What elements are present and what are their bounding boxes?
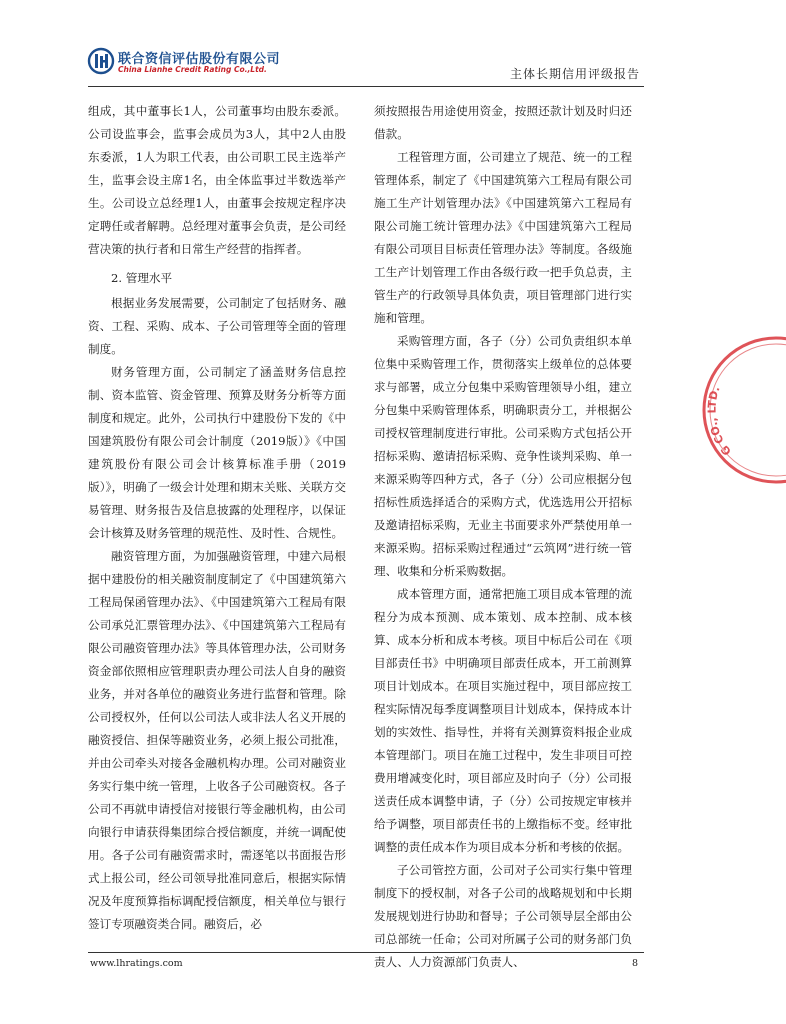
section-heading: 2. 管理水平 [111,271,173,285]
paragraph: 融资管理方面，为加强融资管理，中建六局根据中建股份的相关融资制度制定了《中国建筑第六工程局保函管理办法》、《中国建筑第六工程局有限公司承兑汇票管理办法》、《中国建筑第六工程局有限公司融资管理办法》等具体管理办法，公司财务资金部依照相应管理职责办理公司法人自身的融资业务，并对各单位的融资业务进行监督和管理。除公司授权外，任何以公司法人或非法人名义开展的融资授信、担保等融资业务，必须上报公司批准，并由公司牵头对接各金融机构办理。公司对融资业务实行集中统一管理，上收各子公司融资权。各子公司不再就申请授信对接银行等金融机构，由公司向银行申请获得集团综合授信额度，并统一调配使用。各子公司有融资需求时，需逐笔以书面报告形式上报公司，经公司领导批准同意后，根据实际情况及年度预算指标调配授信额度，相关单位与银行签订专项融资类合同。融资后，必 [88,549,346,931]
page-number: 8 [631,958,638,969]
seal-text: G CO., LTD. [705,384,734,458]
paragraph: 成本管理方面，通常把施工项目成本管理的流程分为成本预测、成本策划、成本控制、成本核算、成本分析和成本考核。项目中标后公司在《项目部责任书》中明确项目部责任成本，开工前测算项目计划成本。在项目实施过程中，项目部应按工程实际情况每季度调整项目计划成本，保持成本计划的实效性、指导性，并将有关测算资料报企业成本管理部门。项目在施工过程中，发生非项目可控费用增减变化时，项目部应及时向子（分）公司报送责任成本调整申请，子（分）公司按规定审核并给予调整，项目部责任书的上缴指标不变。经审批调整的责任成本作为项目成本分析和考核的依据。 [374,587,632,854]
report-title: 主体长期信用评级报告 [509,67,640,81]
paragraph: 须按照报告用途使用资金，按照还款计划及时归还借款。 [374,104,632,141]
footer-url: www.lhratings.com [90,958,183,969]
paragraph: 组成，其中董事长1人，公司董事均由股东委派。公司设监事会，监事会成员为3人，其中2人由股东委派，1人为职工代表，由公司职工民主选举产生，监事会设主席1名，由全体监事过半数选举产生。公司设立总经理1人，由董事会按规定程序决定聘任或者解聘。总经理对董事会负责，是公司经营决策的执行者和日常生产经营的指挥者。 [88,104,346,256]
paragraph: 根据业务发展需要，公司制定了包括财务、融资、工程、采购、成本、子公司管理等全面的管理制度。 [88,296,346,356]
paragraph: 采购管理方面，各子（分）公司负责组织本单位集中采购管理工作，贯彻落实上级单位的总体要求与部署，成立分包集中采购管理领导小组，建立分包集中采购管理体系，明确职责分工，并根据公司授权管理制度进行审批。公司采购方式包括公开招标采购、邀请招标采购、竞争性谈判采购、单一来源采购等四种方式，各子（分）公司应根据分包招标性质选择适合的采购方式，优选选用公开招标及邀请招标采购，无业主书面要求外严禁使用单一来源采购。招标采购过程通过“云筑网”进行统一管理、收集和分析采购数据。 [374,334,632,578]
company-name-cn: 联合资信评估股份有限公司 [118,52,281,67]
paragraph: 财务管理方面，公司制定了涵盖财务信息控制、资本监管、资金管理、预算及财务分析等方面制度和规定。此外，公司执行中建股份下发的《中国建筑股份有限公司会计制度（2019版）》《中国建筑股份有限公司会计核算标准手册（2019版）》，明确了一级会计处理和期末关账、关联方交易管理、财务报告及信息披露的处理程序，以保证会计核算及财务管理的规范性、及时性、合规性。 [88,365,346,540]
paragraph: 工程管理方面，公司建立了规范、统一的工程管理体系，制定了《中国建筑第六工程局有限公司施工生产计划管理办法》《中国建筑第六工程局有限公司施工统计管理办法》《中国建筑第六工程局有限公司项目目标责任管理办法》等制度。各级施工生产计划管理工作由各级行政一把手负总责，主管生产的行政领导具体负责，项目管理部门进行实施和管理。 [374,150,632,325]
left-column [88,100,346,936]
right-column [374,100,632,974]
paragraph: 子公司管控方面，公司对子公司实行集中管理制度下的授权制，对各子公司的战略规划和中长期发展规划进行协助和督导；子公司领导层全部由公司总部统一任命；公司对所属子公司的财务部门负责人、人力资源部门负责人、 [374,863,632,969]
svg-text:G CO., LTD. [706,385,734,458]
seal-stamp [696,330,786,490]
company-logo-icon [88,48,114,74]
company-name-en: China Lianhe Credit Rating Co.,Ltd. [118,65,267,74]
page-footer [88,952,644,973]
page-header [88,44,644,87]
